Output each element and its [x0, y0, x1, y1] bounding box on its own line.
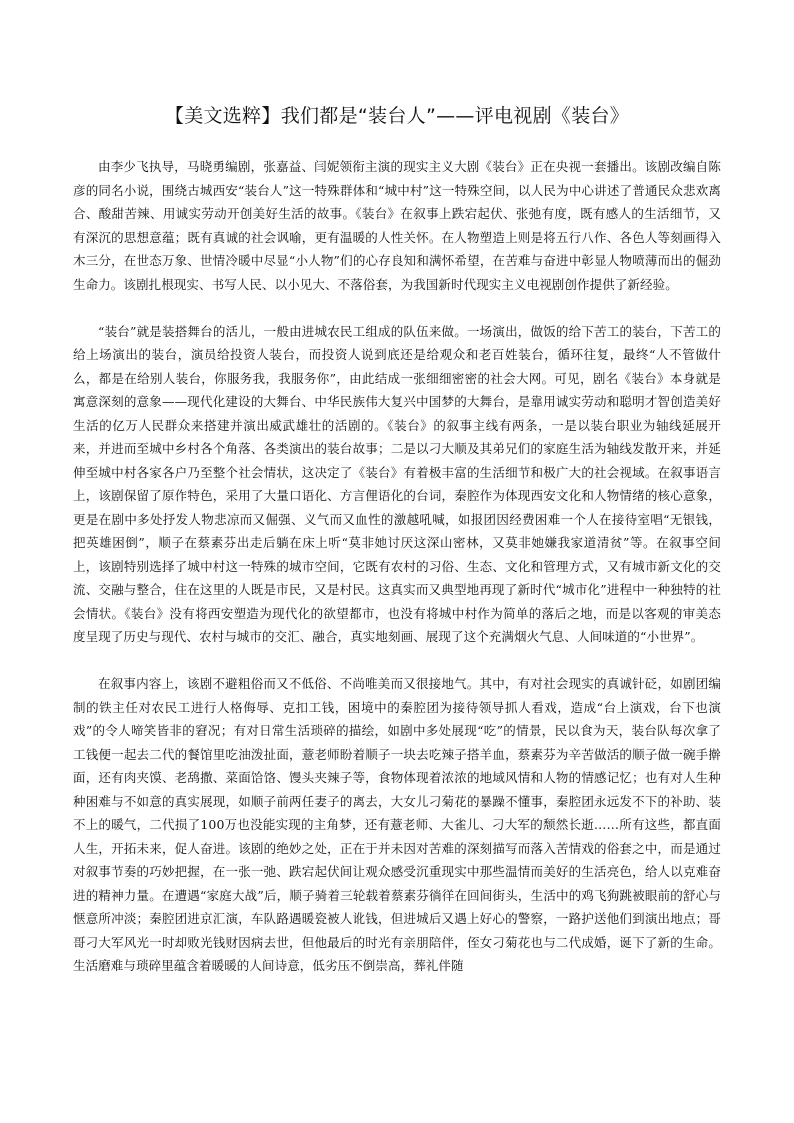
article-title: 【美文选粹】我们都是“装台人”——评电视剧《装台》 — [164, 105, 630, 127]
paragraph-narrative-content: 在叙事内容上，该剧不避粗俗而又不低俗、不尚唯美而又很接地气。其中，有对社会现实的真诚针砭，如剧团编制的铁主任对农民工进行人格侮辱、克扣工钱，困境中的秦腔团为接待领导抓人看戏，造成“台上演戏，台下也演戏”的令人啼笑皆非的窘况；有对日常生活琐碎的描绘，如剧中多处展现“吃”的情景，民以食为天，装台队每次拿了工钱便一起去二代的餐馆里吃油泼扯面，薏老师盼着顺子一块去吃辣子搭羊血，蔡素芬为辛苦做活的顺子做一碗手擀面，还有肉夹馍、老鸹撒、菜面饸饹、馒头夹辣子等，食物体现着浓浓的地域风情和人物的情感记忆；也有对人生种种困难与不如意的真实展现，如顺子前两任妻子的离去，大女儿刁菊花的暴躁不懂事，秦腔团永远发不下的补助、装不上的暖气，二代损了100万也没能实现的主角梦，还有薏老师、大雀儿、刁大军的颓然长逝……所有这些，都直面人生，开拓未来，促人奋进。该剧的绝妙之处，正在于并未因对苦难的深刻描写而落入苦情戏的俗套之中，而是通过对叙事节奏的巧妙把握，在一张一弛、跌宕起伏间让观众感受沉重现实中那些温情而美好的生活亮色，给人以克难奋进的精神力量。在遭遇“家庭大战”后，顺子骑着三轮载着蔡素芬徜徉在回间街头，生活中的鸡飞狗跳被眼前的舒心与惬意所冲淡；秦腔团进京汇演，车队路遇暖瓷被人讹钱，但进城后又遇上好心的警察，一路护送他们到演出地点；哥哥刁大军风光一时却败光钱财因病去世，但他最后的时光有亲朋陪伴，侄女刁菊花也与二代成婚，诞下了新的生命。生活磨难与琐碎里蕴含着暖暖的人间诗意，低劣压不倒崇高，葬礼伴随 — [73, 676, 721, 973]
paragraph-zhuangtai-meaning: “装台”就是装搭舞台的活儿，一般由进城农民工组成的队伍来做。一场演出，做饭的给下苦工的装台，下苦工的给上场演出的装台，演员给投资人装台，而投资人说到底还是给观众和老百姓装台，循环往复，最终“人不管做什么，都是在给别人装台，你服务我，我服务你”，由此结成一张细细密密的社会大网。可见，剧名《装台》本身就是寓意深刻的意象——现代化建设的大舞台、中华民族伟大复兴中国梦的大舞台，是靠用诚实劳动和聪明才智创造美好生活的亿万人民群众来搭建并演出威武雄壮的活剧的。《装台》的叙事主线有两条，一是以装台职业为轴线延展开来，并进而至城中乡村各个角落、各类演出的装台故事；二是以刁大顺及其弟兄们的家庭生活为轴线发散开来，并延伸至城中村各家各户乃至整个社会情状，这决定了《装台》有着极丰富的生活细节和极广大的社会视域。在叙事语言上，该剧保留了原作特色，采用了大量口语化、方言俚语化的台词，秦腔作为体现西安文化和人物情绪的核心意象，更是在剧中多处抒发人物悲凉而又倔强、义气而又血性的激越吼喊，如报团因经费困难一个人在接待室唱“无银钱，把英雄困倒”，顺子在蔡素芬出走后躺在床上听“莫非她讨厌这深山密林，又莫非她嫌我家道清贫”等。在叙事空间上，该剧特别选择了城中村这一特殊的城市空间，它既有农村的习俗、生态、文化和管理方式，又有城市新文化的交流、交融与整合，住在这里的人既是市民，又是村民。这真实而又典型地再现了新时代“城市化”进程中一种独特的社会情状。《装台》没有将西安塑造为现代化的欲望都市，也没有将城中村作为简单的落后之地，而是以客观的审美态度呈现了历史与现代、农村与城市的交汇、融合，真实地刻画、展现了这个充满烟火气息、人间味道的“小世界”。 — [73, 323, 721, 644]
article-body — [73, 155, 721, 978]
paragraph-intro: 由李少飞执导，马晓勇编剧，张嘉益、闫妮领衔主演的现实主义大剧《装台》正在央视一套播出。该剧改编自陈彦的同名小说，围绕古城西安“装台人”这一特殊群体和“城中村”这一特殊空间，以人民为中心讲述了普通民众悲欢离合、酸甜苦辣、用诚实劳动开创美好生活的故事。《装台》在叙事上跌宕起伏、张弛有度，既有感人的生活细节，又有深沉的思想意蕴；既有真诚的社会讽喻，更有温暖的人性关怀。在人物塑造上则是将五行八作、各色人等刻画得入木三分，在世态万象、世情冷暖中尽显“小人物”们的心存良知和满怀希望，在苦难与奋进中彰显人物喷薄而出的倔劲生命力。该剧扎根现实、书写人民、以小见大、不落俗套，为我国新时代现实主义电视剧创作提供了新经验。 — [73, 159, 721, 292]
